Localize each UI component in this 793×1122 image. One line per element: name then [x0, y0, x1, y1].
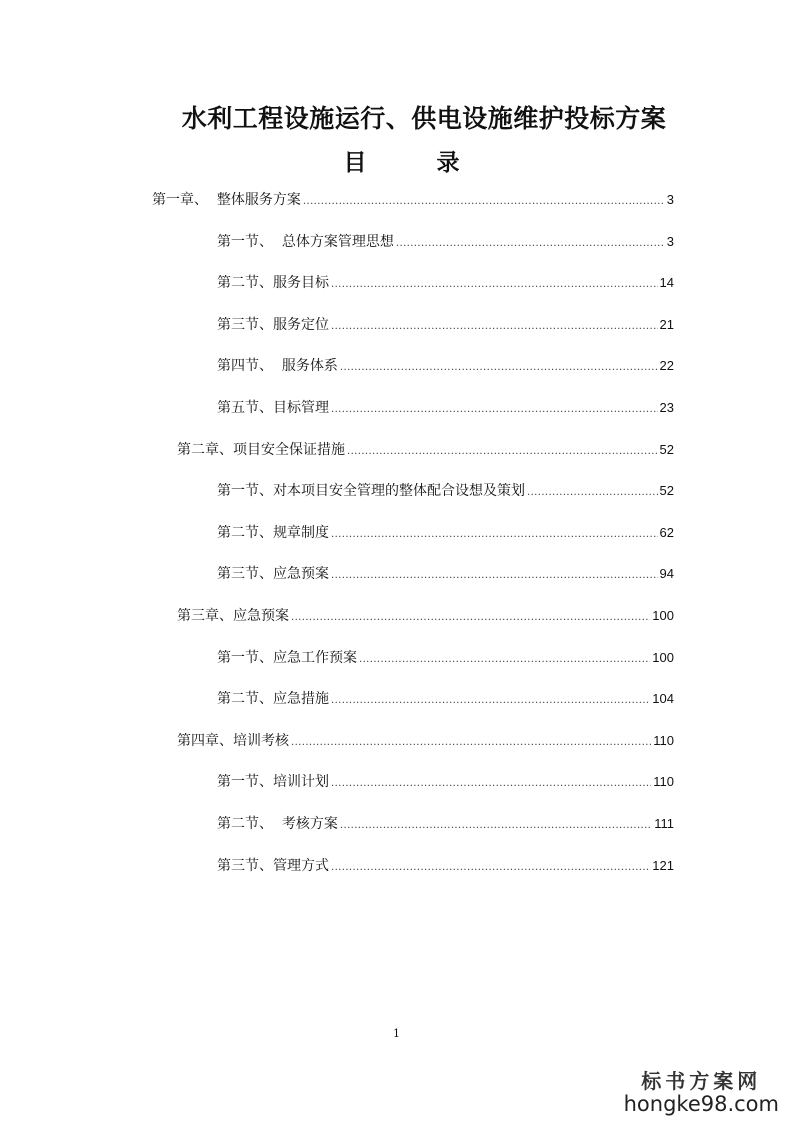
toc-entry-label: 第一节、培训计划: [217, 774, 329, 791]
toc-entry-label: 第三节、管理方式: [217, 857, 329, 874]
toc-entry-label: 第四章、培训考核: [177, 732, 289, 749]
toc-section-entry[interactable]: [217, 314, 674, 336]
toc-section-entry[interactable]: [217, 771, 674, 793]
toc-section-entry[interactable]: [217, 355, 674, 377]
toc-heading: 目 录: [343, 150, 480, 176]
toc-entry-label: 第一节、应急工作预案: [217, 649, 357, 666]
toc-entry-page: 52: [659, 483, 674, 499]
toc-entry-page: 22: [659, 358, 674, 374]
toc-entry-page: 62: [659, 524, 674, 540]
toc-chapter-entry[interactable]: [177, 439, 674, 461]
toc-dot-leader: [331, 690, 650, 712]
toc-dot-leader: [291, 607, 650, 629]
toc-chapter-entry[interactable]: [152, 189, 674, 211]
toc-dot-leader: [331, 857, 650, 879]
document-title: 水利工程设施运行、供电设施维护投标方案: [181, 104, 667, 133]
toc-entry-page: 100: [652, 649, 674, 665]
toc-section-entry[interactable]: [217, 522, 674, 544]
toc-dot-leader: [340, 815, 652, 837]
toc-entry-label: 第三章、应急预案: [177, 608, 289, 624]
toc-section-entry[interactable]: [217, 855, 674, 877]
toc-section-entry[interactable]: [217, 480, 674, 502]
toc-dot-leader: [331, 773, 651, 795]
toc-section-entry[interactable]: [217, 563, 674, 585]
toc-dot-leader: [303, 191, 665, 213]
watermark-chinese-text: 标书方案网: [641, 1069, 762, 1093]
toc-dot-leader: [331, 274, 658, 296]
toc-entry-page: 23: [659, 400, 674, 415]
toc-section-entry[interactable]: [217, 647, 674, 669]
toc-entry-page: 110: [653, 732, 674, 748]
toc-dot-leader: [359, 649, 650, 671]
toc-entry-page: 3: [666, 233, 674, 249]
site-watermark: [624, 1065, 779, 1116]
toc-dot-leader: [331, 316, 658, 338]
toc-chapter-entry[interactable]: [177, 730, 674, 752]
toc-dot-leader: [527, 482, 658, 504]
toc-entry-page: 100: [652, 608, 674, 623]
toc-entry-page: 104: [652, 691, 674, 707]
toc-entry-page: 94: [659, 566, 674, 582]
toc-entry-label: 第四节、 服务体系: [217, 358, 338, 375]
toc-dot-leader: [340, 357, 658, 379]
toc-entry-page: 3: [666, 192, 674, 207]
toc-entry-page: 111: [654, 816, 674, 831]
toc-entry-label: 第二节、 考核方案: [217, 816, 338, 832]
toc-entry-label: 第五节、目标管理: [217, 400, 329, 416]
toc-entry-page: 121: [652, 857, 674, 873]
toc-dot-leader: [347, 441, 658, 463]
toc-entry-label: 第二节、服务目标: [217, 275, 329, 292]
toc-entry-label: 第一节、 总体方案管理思想: [217, 233, 394, 250]
watermark-url-text: hongke98.com: [623, 1092, 779, 1116]
toc-section-entry[interactable]: [217, 397, 674, 419]
toc-section-entry[interactable]: [217, 688, 674, 710]
toc-entry-page: 110: [653, 774, 674, 790]
toc-section-entry[interactable]: [217, 272, 674, 294]
toc-entry-label: 第二节、规章制度: [217, 524, 329, 541]
toc-dot-leader: [396, 233, 665, 255]
toc-entry-page: 21: [659, 316, 674, 332]
toc-entry-label: 第二节、应急措施: [217, 691, 329, 708]
toc-section-entry[interactable]: [217, 231, 674, 253]
toc-entry-label: 第三节、服务定位: [217, 316, 329, 333]
toc-entry-page: 52: [659, 441, 674, 457]
toc-entry-label: 第三节、应急预案: [217, 566, 329, 583]
toc-dot-leader: [331, 565, 658, 587]
toc-entry-label: 第一节、对本项目安全管理的整体配合设想及策划: [217, 483, 525, 500]
page-number: 1: [393, 1027, 400, 1040]
toc-dot-leader: [331, 524, 658, 546]
toc-dot-leader: [331, 399, 658, 421]
toc-entry-label: 第二章、项目安全保证措施: [177, 441, 345, 458]
toc-dot-leader: [291, 732, 651, 754]
toc-section-entry[interactable]: [217, 813, 674, 835]
toc-entry-label: 第一章、 整体服务方案: [152, 192, 301, 208]
toc-chapter-entry[interactable]: [177, 605, 674, 627]
toc-entry-page: 14: [659, 275, 674, 291]
